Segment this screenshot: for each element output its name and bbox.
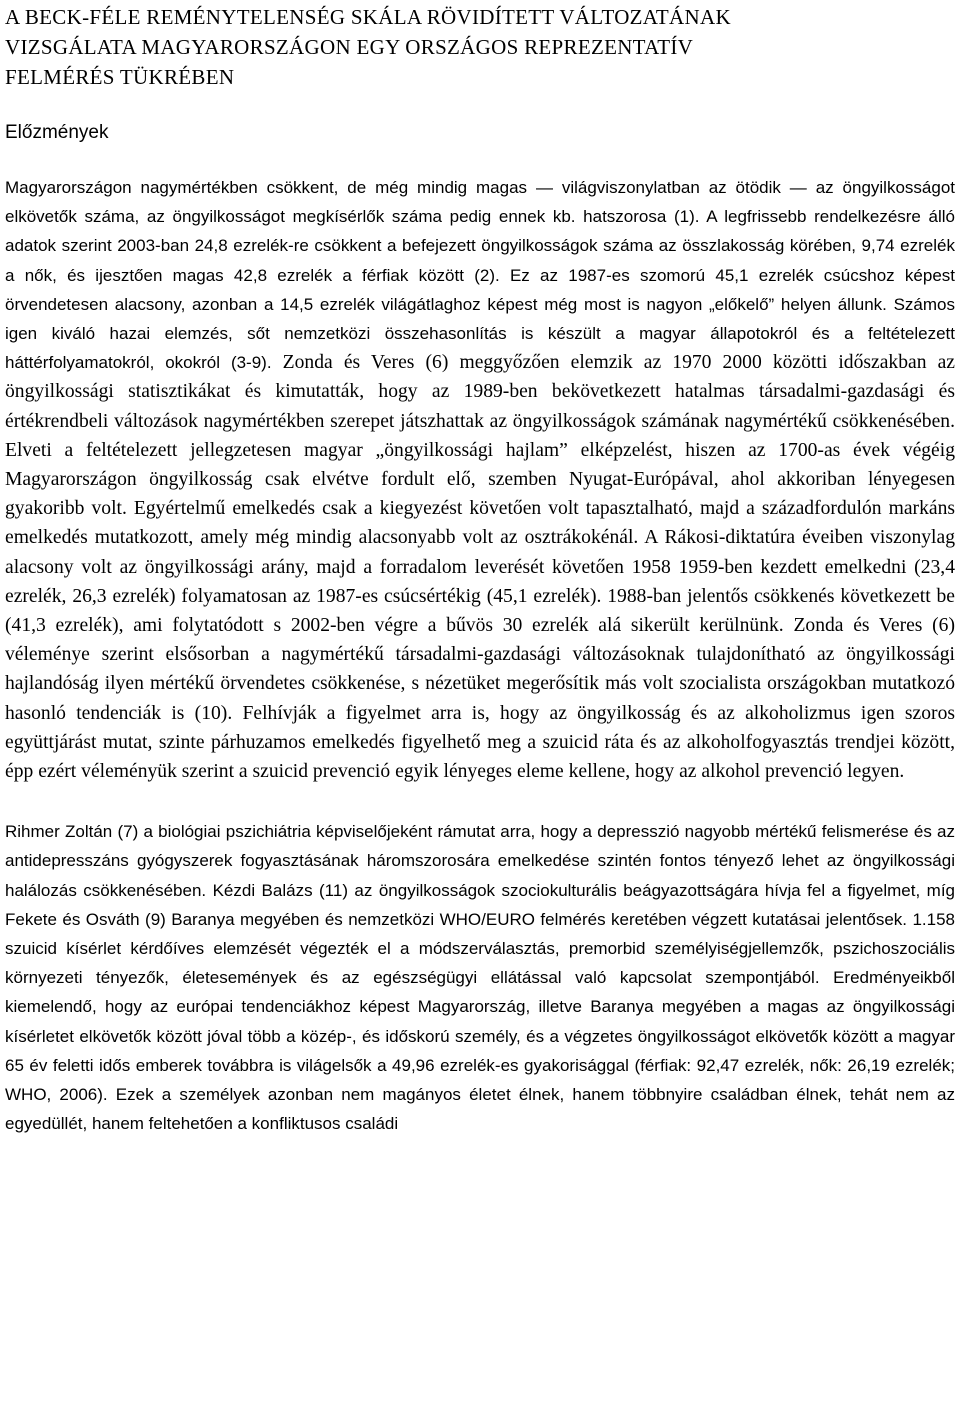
body-paragraph: [5, 817, 955, 1138]
text-run: Egyértelmű emelkedés csak a kiegyezést követően volt tapasztalható, majd a századfordulón markáns emelkedés mutatkozott, amely még mindig alacsonyabb volt az osztrákokénál.: [5, 498, 955, 549]
text-run: A Rákosi-diktatúra éveiben viszonylag alacsony volt az öngyilkossági arány, majd a forradalom leverését követően 1958 1959-ben kezdett emelkedni (23,4 ezrelék, 26,3 ezrelék) folyamatosan az 1987-es csúcsértékig (45,1 ezrelék).: [5, 527, 955, 607]
body-paragraph: [5, 173, 955, 786]
text-run: 1988-ban jelentős csökkenés következett be (41,3 ezrelék), ami folytatódott s 2002-ben végre a bűvös 30 ezrelék alá sikerült kerülnünk.: [5, 585, 956, 637]
text-run: A legfrissebb rendelkezésre álló adatok szerint 2003-ban 24,8 ezrelék-re csökkent a befejezett öngyilkosságok száma az összlakosság körében, 9,74 ezrelék a nők, és ijesztően magas 42,8 ezrelék a férfiak között (2).: [5, 207, 956, 285]
text-run: Ez az 1987-es szomorú 45,1 ezrelék csúcshoz képest örvendetesen alacsony, azonban a 14,5 ezrelék világátlaghoz képest még most is nagyon „előkelő” helyen állunk.: [5, 265, 955, 314]
document-page: [5, 0, 955, 1139]
text-run: Számos igen kiváló hazai elemzés, sőt nemzetközi összehasonlítás is készült a magyar állapotokról és a feltételezett háttérfolyamatokról, okokról (3-9).: [5, 294, 955, 373]
text-run: Elveti a feltételezett jellegzetesen magyar „öngyilkossági hajlam” elképzelést, hiszen az 1700-as évek végéig Magyarországon öngyilkosság csak elvétve fordult elő, szemben Nyugat-Európával, ahol akkoriban lényegesen gyakoribb volt.: [5, 439, 955, 520]
text-run: Felhívják a figyelmet arra is, hogy az öngyilkosság és az alkoholizmus igen szoros együttjárást mutat, szinte párhuzamos emelkedés figyelhető meg a szuicid ráta és az alkoholfogyasztás trendjei között, épp ezért véleményük szerint a szuicid prevenció egyik lényeges eleme kellene, hogy az alkohol prevenció legyen.: [5, 702, 955, 783]
text-run: Zonda és Veres (6) meggyőzően elemzik az 1970 2000 közötti időszakban az öngyilkossági statisztikákat és kimutatták, hogy az 1989-ben bekövetkezett hatalmas társadalmi-gazdasági és értékrendbeli változások nagymértékben szerepet játszhattak az öngyilkosságok számának nagymértékű csökkenésében.: [5, 352, 955, 432]
section-heading: Előzmények: [5, 122, 109, 143]
title-line: A BECK-FÉLE REMÉNYTELENSÉG SKÁLA RÖVIDÍTETT VÁLTOZATÁNAK: [5, 5, 731, 29]
text-run: Magyarországon nagymértékben csökkent, de még mindig magas — világviszonylatban az ötödik — az öngyilkosságot elkövetők száma, az öngyilkosságot megkísérlők száma pedig ennek kb. hatszorosa (1).: [5, 178, 955, 227]
title-line: VIZSGÁLATA MAGYARORSZÁGON EGY ORSZÁGOS REPREZENTATÍV: [5, 35, 694, 59]
text-run: Zonda és Veres (6) véleménye szerint elsősorban a nagymértékű társadalmi-gazdasági változásoknak tulajdonítható az öngyilkossági hajlandóság ilyen mértékű örvendetes csökkenése, s nézetüket megerősítik más volt szocialista országokban mutatkozó hasonló tendenciák is (10).: [5, 615, 955, 724]
text-run: Rihmer Zoltán (7) a biológiai pszichiátria képviselőjeként rámutat arra, hogy a depresszió nagyobb mértékű felismerése és az antidepresszáns gyógyszerek fogyasztásának háromszorosára emelkedése szintén fontos tényező lehet az öngyilkossági halálozás csökkenésében. Kézdi Balázs (11) az öngyilkosságok szociokulturális beágyazottságára hívja fel a figyelmet, míg Fekete és Osváth (9) Baranya megyében és nemzetközi WHO/EURO felmérés keretében végzett kutatásai jelentősek. 1.158 szuicid kísérlet kérdőíves elemzését végezték el a módszerválasztás, premorbid személyiségjellemzők, pszichoszociális környezeti tényezők, életesemények és az egészségügyi ellátással való kapcsolat szempontjából. Eredményeikből kiemelendő, hogy az európai tendenciákhoz képest Magyarország, illetve Baranya megyében a magas az öngyilkossági kísérletet elkövetők között jóval több a közép-, és időskorú személy, és a végzetes öngyilkosságot elkövetők között a magyar 65 év feletti idős emberek továbbra is világelsők a 49,96 ezrelék-es gyakorisággal (férfiak: 92,47 ezrelék, nők: 26,19 ezrelék; WHO, 2006).: [5, 822, 955, 1105]
document-title: [5, 0, 955, 92]
title-line: FELMÉRÉS TÜKRÉBEN: [5, 65, 235, 89]
text-run: Ezek a személyek azonban nem magányos életet élnek, hanem többnyire családban élnek, tehát nem az egyedüllét, hanem feltehetően a konfliktusos családi: [5, 1085, 955, 1134]
